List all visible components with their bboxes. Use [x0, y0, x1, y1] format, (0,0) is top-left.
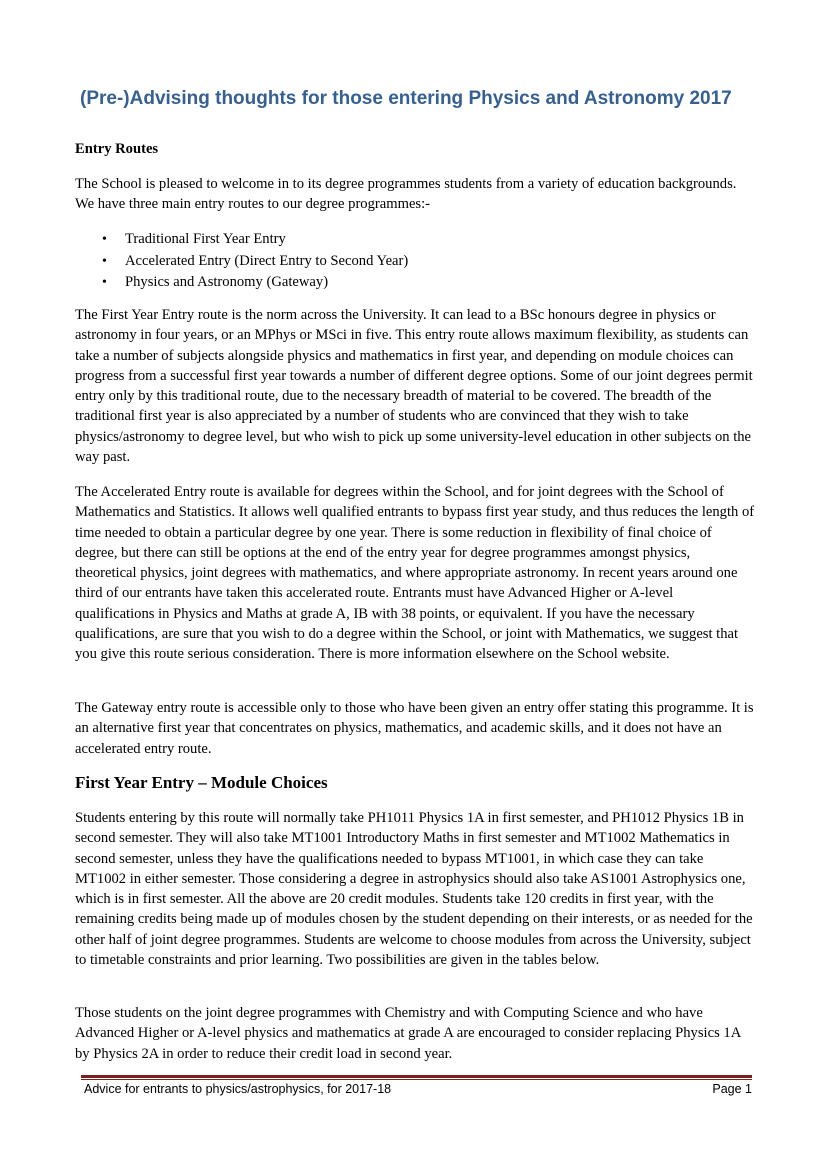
joint-degree-paragraph: Those students on the joint degree programmes with Chemistry and with Computing Science and who have Advanced Higher or A-level physics and mathematics at grade A are encouraged to consider replacing Physics 1A by Physics 2A in order to reduce their credit load in second year.: [75, 1005, 741, 1062]
list-item: • Traditional First Year Entry: [75, 229, 675, 251]
gateway-paragraph: The Gateway entry route is accessible only to those who have been given an entry offer stating this programme. It is an alternative first year that concentrates on physics, mathematics, and academic skills, and it does not have an accelerated entry route.: [75, 700, 754, 757]
accelerated-paragraph: The Accelerated Entry route is available for degrees within the School, and for joint degrees with the School of Mathematics and Statistics. It allows well qualified entrants to bypass first year study, and thus reduces the length of time needed to obtain a particular degree by one year. There is some reduction in flexibility of final choice of degree, but there can still be options at the end of the entry year for degree programmes amongst physics, theoretical physics, joint degrees with mathematics, and where appropriate astronomy. In recent years around one third of our entrants have taken this accelerated route. Entrants must have Advanced Higher or A-level qualifications in Physics and Maths at grade A, IB with 38 points, or equivalent. If you have the necessary qualifications, are sure that you wish to do a degree within the School, or joint with Mathematics, we suggest that you give this route serious consideration. There is more information elsewhere on the School website.: [75, 484, 755, 663]
bullet-icon: •: [102, 253, 107, 269]
page-number: Page 1: [712, 1082, 752, 1096]
module-choices-paragraph: Students entering by this route will normally take PH1011 Physics 1A in first semester, and PH1012 Physics 1B in second semester. They will also take MT1001 Introductory Maths in first semester and MT1002 Mathematics in second semester, unless they have the qualifications needed to bypass MT1001, in which case they can take MT1002 in either semester. Those considering a degree in astrophysics should also take AS1001 Astrophysics one, which is in first semester. All the above are 20 credit modules. Students take 120 credits in first year, with the remaining credits being made up of modules chosen by the student depending on their interests, or as needed for the other half of joint degree programmes. Students are welcome to choose modules from across the University, subject to timetable constraints and prior learning. Two possibilities are given in the tables below.: [75, 810, 753, 969]
section-heading-module-choices: First Year Entry – Module Choices: [75, 773, 328, 792]
first-year-paragraph: The First Year Entry route is the norm across the University. It can lead to a BSc honours degree in physics or astronomy in four years, or an MPhys or MSci in five. This entry route allows maximum flexibility, as students can take a number of subjects alongside physics and mathematics in first year, and depending on module choices can progress from a successful first year towards a number of different degree options. Some of our joint degrees permit entry only by this traditional route, due to the necessary breadth of material to be covered. The breadth of the traditional first year is also appreciated by a number of students who are convinced that they wish to take physics/astronomy to degree level, but who wish to pick up some university-level education in other subjects on the way past.: [75, 307, 753, 466]
section-heading-entry-routes: Entry Routes: [75, 141, 159, 157]
page-footer: [84, 1082, 752, 1096]
intro-paragraph: The School is pleased to welcome in to its degree programmes students from a variety of education backgrounds. We have three main entry routes to our degree programmes:-: [75, 176, 737, 213]
footer-title: Advice for entrants to physics/astrophysics, for 2017-18: [84, 1082, 392, 1096]
bullet-icon: •: [102, 232, 107, 247]
footer-divider-thin: [81, 1079, 752, 1080]
document-title: (Pre-)Advising thoughts for those entering Physics and Astronomy 2017: [80, 88, 732, 109]
footer-divider: [81, 1075, 752, 1078]
list-item: • Accelerated Entry (Direct Entry to Second Year): [75, 251, 675, 273]
list-item: • Physics and Astronomy (Gateway): [75, 272, 675, 294]
bullet-icon: •: [102, 275, 107, 290]
entry-routes-list: [75, 229, 675, 294]
